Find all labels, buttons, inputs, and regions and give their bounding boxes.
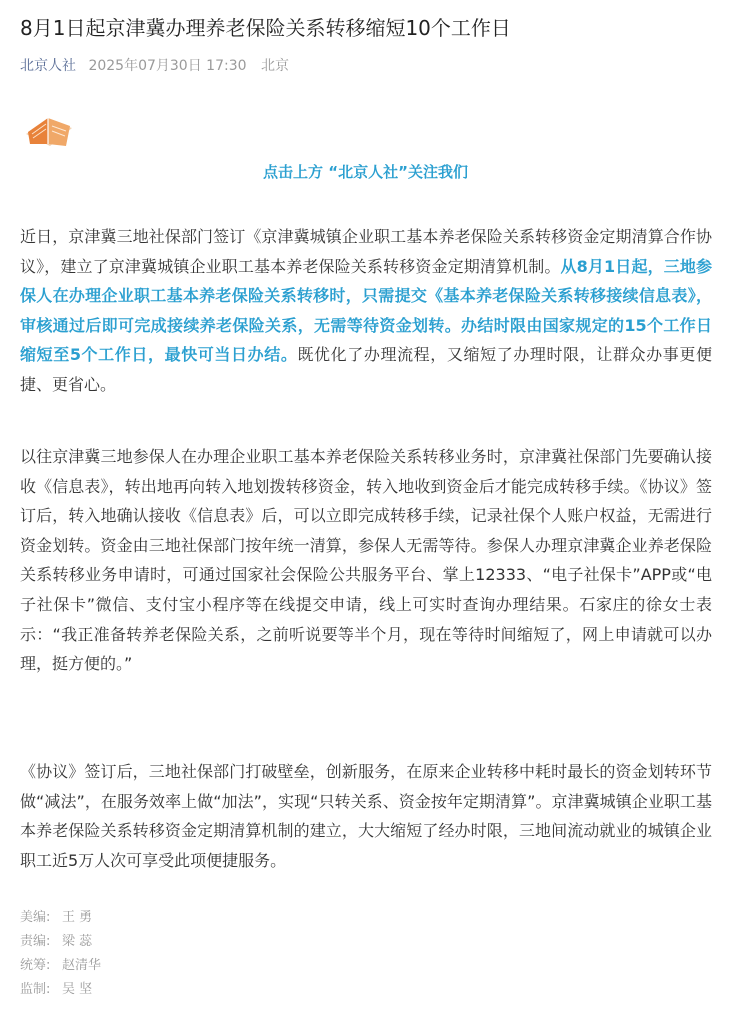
credit-row — [20, 906, 101, 930]
credit-row — [20, 930, 101, 954]
author-link[interactable]: 北京人社 — [20, 58, 76, 74]
credit-name: 吴 坚 — [62, 982, 93, 997]
article-meta — [20, 56, 289, 76]
credit-label: 责编: — [20, 934, 51, 949]
paragraph-1-outro: 既优化了办理流程，又缩短了办理时限，让群众办事更便捷、更省心。 — [20, 345, 712, 394]
credit-name: 梁 蕊 — [62, 934, 93, 949]
paragraph-3: 《协议》签订后，三地社保部门打破壁垒，创新服务，在原来企业转移中耗时最长的资金划转环节做“减法”，在服务效率上做“加法”，实现“只转关系、资金按年定期清算”。京津冀城镇企业职工基本养老保险关系转移资金定期清算机制的建立，大大缩短了经办时限，三地间流动就业的城镇企业职工近5万人次可享受此项便捷服务。 — [20, 762, 712, 870]
credit-row — [20, 954, 101, 978]
publish-location: 北京 — [260, 58, 289, 74]
credits-block — [20, 906, 101, 1002]
credit-label: 美编: — [20, 910, 51, 925]
paragraph-1-highlight: 从8月1日起，三地参保人在办理企业职工基本养老保险关系转移时，只需提交《基本养老保险关系转移接续信息表》，审核通过后即可完成接续养老保险关系，无需等待资金划转。办结时限由国家规定的15个工作日缩短至5个工作日，最快可当日办结。 — [20, 256, 712, 365]
credit-name: 王 勇 — [62, 910, 93, 925]
article-title: 8月1日起京津冀办理养老保险关系转移缩短10个工作日 — [20, 16, 511, 40]
paragraph-1 — [20, 222, 712, 400]
open-book-icon — [22, 104, 76, 152]
credit-label: 监制: — [20, 982, 51, 997]
paragraph-1-intro: 近日，京津冀三地社保部门签订《京津冀城镇企业职工基本养老保险关系转移资金定期清算合作协议》，建立了京津冀城镇企业职工基本养老保险关系转移资金定期清算机制。 — [20, 227, 712, 276]
follow-prompt[interactable]: 点击上方 “北京人社”关注我们 — [263, 163, 468, 181]
publish-time: 2025年07月30日 17:30 — [88, 58, 247, 74]
credit-name: 赵清华 — [62, 958, 102, 973]
credit-label: 统筹: — [20, 958, 51, 973]
credit-row — [20, 978, 101, 1002]
paragraph-2: 以往京津冀三地参保人在办理企业职工基本养老保险关系转移业务时，京津冀社保部门先要确认接收《信息表》，转出地再向转入地划拨转移资金，转入地收到资金后才能完成转移手续。《协议》签订后，转入地确认接收《信息表》后，可以立即完成转移手续，记录社保个人账户权益，无需进行资金划转。资金由三地社保部门按年统一清算，参保人无需等待。参保人办理京津冀企业养老保险关系转移业务申请时，可通过国家社会保险公共服务平台、掌上12333、“电子社保卡”APP或“电子社保卡”微信、支付宝小程序等在线提交申请，线上可实时查询办理结果。石家庄的徐女士表示：“我正准备转养老保险关系，之前听说要等半个月，现在等待时间缩短了，网上申请就可以办理，挺方便的。” — [20, 447, 712, 674]
